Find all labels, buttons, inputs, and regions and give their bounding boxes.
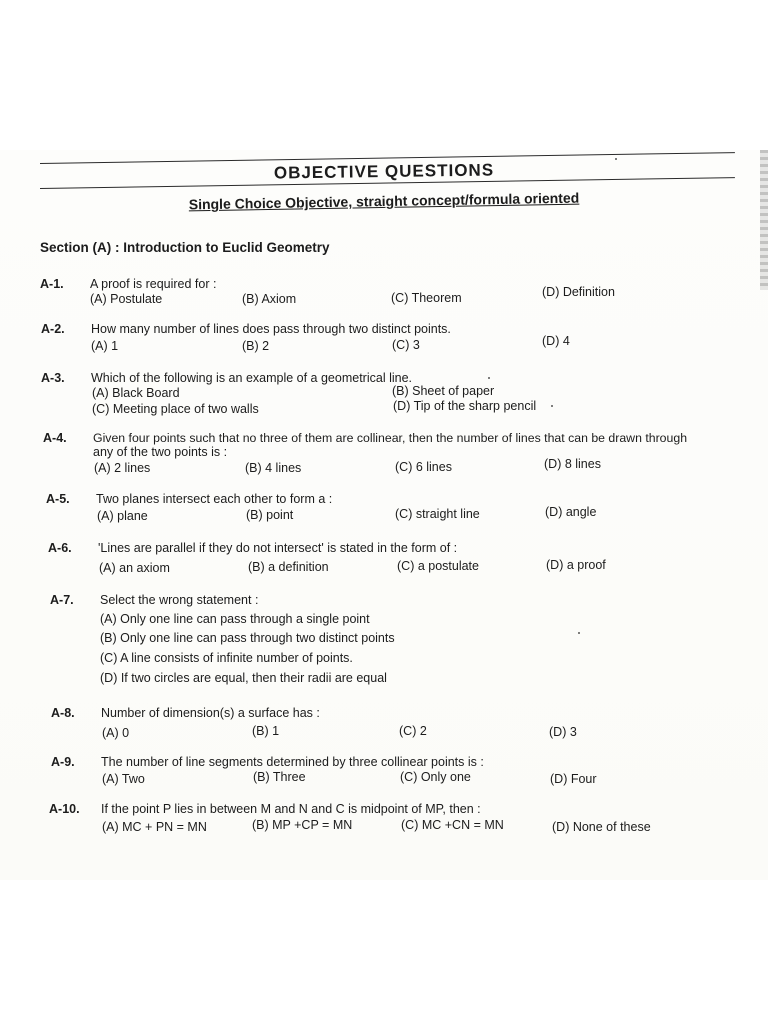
option-c: (C) a postulate (397, 559, 479, 573)
question-a7 (50, 592, 740, 688)
option-a: (A) MC + PN = MN (102, 820, 207, 834)
option-b: (B) 4 lines (245, 461, 302, 475)
option-b: (B) Only one line can pass through two distinct points (100, 631, 395, 645)
option-a: (A) plane (97, 509, 148, 523)
option-a: (A) an axiom (99, 561, 170, 575)
question-a1 (40, 276, 730, 312)
option-a: (A) 1 (91, 339, 119, 353)
option-a: (A) 2 lines (94, 461, 151, 475)
question-stem: How many number of lines does pass through two distinct points. (91, 322, 451, 336)
question-stem: Two planes intersect each other to form a : (96, 492, 333, 506)
option-c: (C) 2 (399, 724, 427, 738)
question-number: A-10. (49, 802, 80, 816)
question-stem: If the point P lies in between M and N and C is midpoint of MP, then : (101, 802, 481, 816)
question-number: A-6. (48, 541, 72, 555)
option-b: (B) Three (253, 770, 306, 784)
question-number: A-3. (41, 371, 65, 385)
page-title: OBJECTIVE QUESTIONS (273, 160, 495, 183)
option-d: (D) Four (550, 772, 597, 786)
question-a6 (48, 540, 738, 576)
question-number: A-1. (40, 277, 64, 291)
option-d: (D) If two circles are equal, then their radii are equal (100, 671, 387, 685)
option-b: (B) 1 (252, 724, 280, 738)
speck (488, 377, 490, 379)
option-a: (A) Black Board (92, 386, 180, 400)
option-b: (B) Axiom (242, 292, 297, 306)
question-number: A-2. (41, 322, 65, 336)
option-a: (A) 0 (102, 726, 130, 740)
option-d: (D) angle (545, 505, 597, 519)
option-a: (A) Only one line can pass through a single point (100, 612, 370, 626)
option-b: (B) point (246, 508, 294, 522)
option-c: (C) MC +CN = MN (401, 818, 504, 832)
option-c: (C) 6 lines (395, 460, 452, 474)
question-a5 (46, 491, 736, 527)
question-a10 (49, 801, 749, 837)
speck (615, 158, 617, 160)
option-c: (C) Only one (400, 770, 471, 784)
question-stem: The number of line segments determined by three collinear points is : (101, 755, 484, 769)
page-edge-shadow (760, 150, 768, 290)
question-stem: Number of dimension(s) a surface has : (101, 706, 320, 720)
option-b: (B) MP +CP = MN (252, 818, 353, 832)
question-stem: A proof is required for : (90, 277, 217, 291)
option-c: (C) Meeting place of two walls (92, 402, 259, 416)
option-b: (B) Sheet of paper (392, 384, 495, 398)
question-number: A-7. (50, 593, 74, 607)
option-c: (C) straight line (395, 507, 480, 521)
page-subtitle: Single Choice Objective, straight concept/formula oriented (188, 189, 580, 213)
speck (578, 632, 580, 634)
question-a4 (43, 426, 748, 478)
question-number: A-8. (51, 706, 75, 720)
question-a3 (41, 370, 731, 418)
question-number: A-9. (51, 755, 75, 769)
section-heading: Section (A) : Introduction to Euclid Geometry (40, 240, 330, 255)
option-d: (D) 8 lines (544, 457, 601, 471)
option-a: (A) Postulate (90, 292, 163, 306)
option-b: (B) a definition (248, 560, 329, 574)
question-a9 (51, 754, 741, 790)
option-c: (C) Theorem (391, 291, 462, 305)
question-stem: Given four points such that no three of them are collinear, then the number of lines that can be drawn through (93, 431, 688, 445)
option-d: (D) Tip of the sharp pencil (393, 399, 537, 413)
option-d: (D) 4 (542, 334, 570, 348)
question-stem: Select the wrong statement : (100, 593, 259, 607)
option-d: (D) None of these (552, 820, 651, 834)
question-stem: 'Lines are parallel if they do not intersect' is stated in the form of : (98, 541, 458, 555)
option-a: (A) Two (102, 772, 145, 786)
speck (551, 405, 553, 407)
question-stem: Which of the following is an example of a geometrical line. (91, 371, 412, 385)
option-d: (D) 3 (549, 725, 577, 739)
question-a2 (41, 321, 731, 357)
question-number: A-5. (46, 492, 70, 506)
option-c: (C) 3 (392, 338, 420, 352)
question-a8 (51, 705, 741, 741)
option-d: (D) a proof (546, 558, 606, 572)
question-stem-cont: any of the two points is : (93, 445, 228, 459)
option-c: (C) A line consists of infinite number of points. (100, 651, 353, 665)
option-d: (D) Definition (542, 285, 615, 299)
option-b: (B) 2 (242, 339, 270, 353)
question-number: A-4. (43, 431, 67, 445)
